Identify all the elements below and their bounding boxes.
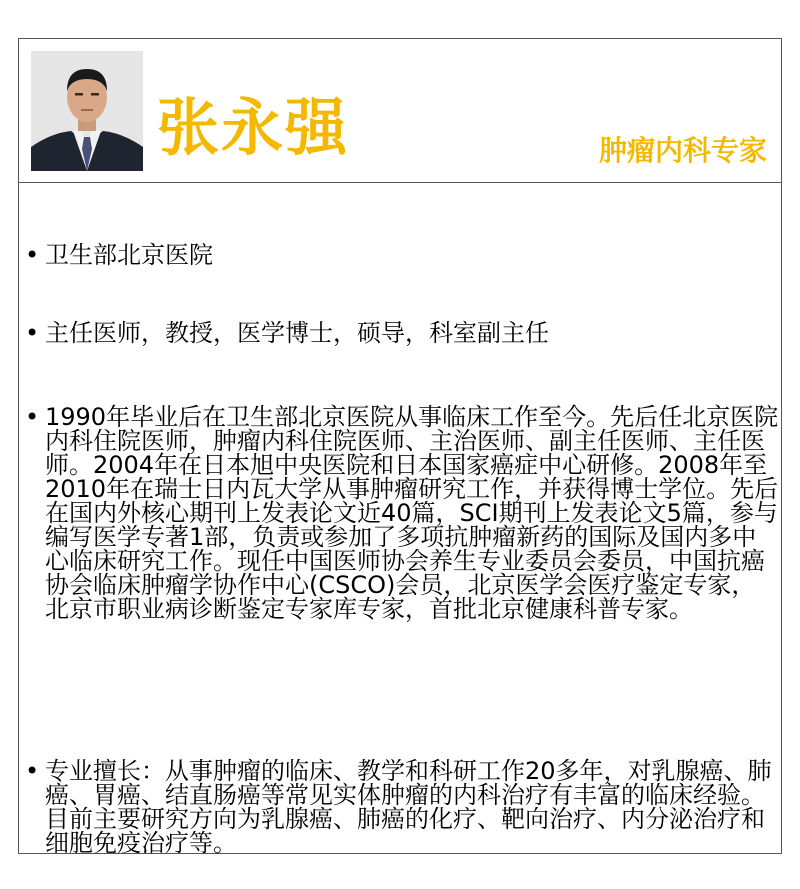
- bullet-mark: •: [25, 757, 40, 785]
- profile-header: [19, 39, 781, 183]
- bullet-mark: •: [25, 403, 40, 431]
- portrait-photo: [31, 51, 143, 171]
- item-text: 卫生部北京医院: [45, 241, 213, 269]
- item-text: 主任医师，教授，医学博士，硕导，科室副主任: [45, 319, 549, 347]
- item-text: 1990年毕业后在卫生部北京医院从事临床工作至今。先后任北京医院内科住院医师，肿瘤内科住院医师、主治医师、副主任医师、主任医师。2004年在日本旭中央医院和日本国家癌症中心研修。2008年至2010年在瑞士日内瓦大学从事肿瘤研究工作，并获得博士学位。先后在国内外核心期刊上发表论文近40篇，SCI期刊上发表论文5篇，参与编写医学专著1部，负责或参加了多项抗肿瘤新药的国际及国内多中心临床研究工作。现任中国医师协会养生专业委员会委员，中国抗癌协会临床肿瘤学协作中心(CSCO)会员，北京医学会医疗鉴定专家，北京市职业病诊断鉴定专家库专家，首批北京健康科普专家。: [45, 403, 779, 623]
- profile-card: [18, 38, 782, 857]
- item-text: 专业擅长：从事肿瘤的临床、教学和科研工作20多年，对乳腺癌、肺癌、胃癌、结直肠癌等常见实体肿瘤的内科治疗有丰富的临床经验。目前主要研究方向为乳腺癌、肺癌的化疗、靶向治疗、内分泌治疗和细胞免疫治疗等。: [45, 757, 772, 857]
- bullet-mark: •: [25, 241, 40, 269]
- doctor-title: 肿瘤内科专家: [598, 134, 767, 167]
- doctor-name: 张永强: [157, 91, 350, 164]
- bullet-mark: •: [25, 319, 40, 347]
